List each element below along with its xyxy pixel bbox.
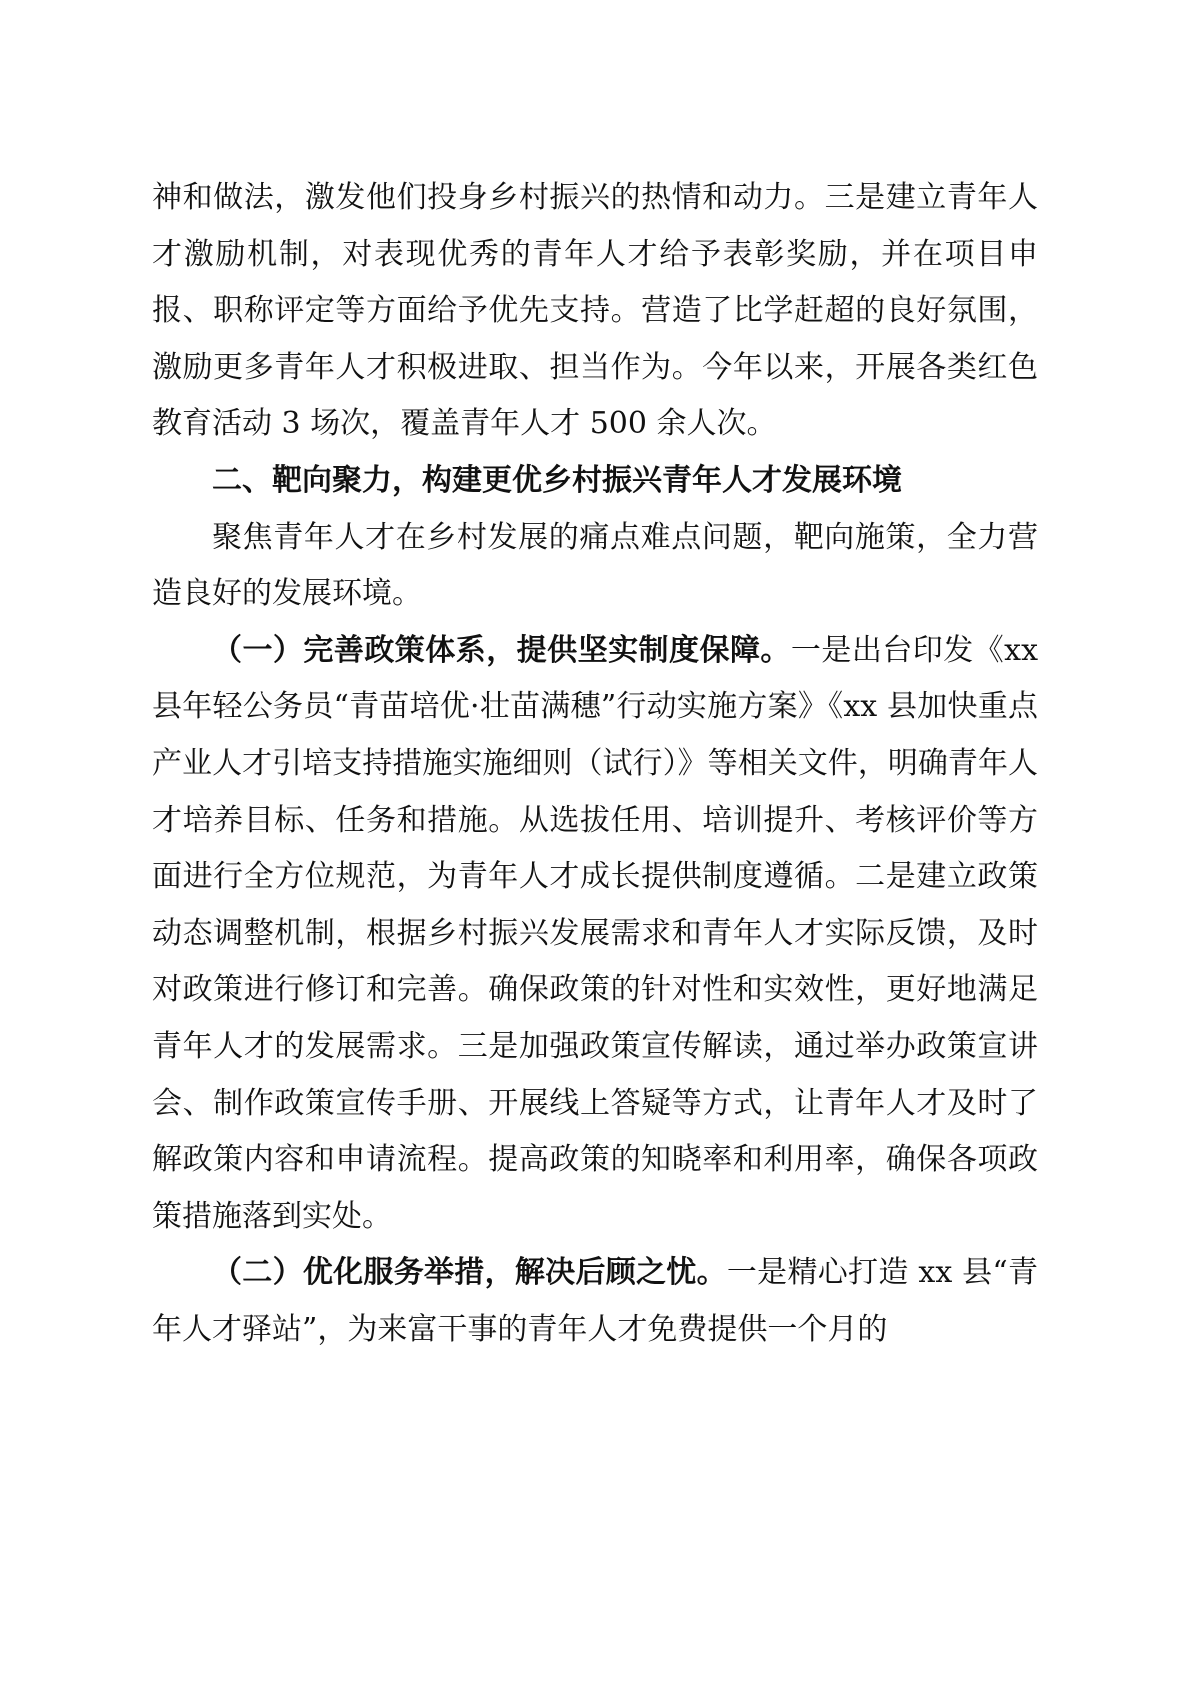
document-page <box>152 170 1038 1358</box>
paragraph-policy-body: 一是出台印发《xx 县年轻公务员“青苗培优·壮苗满穗”行动实施方案》《xx 县加快重点产业人才引培支持措施实施细则（试行）》等相关文件，明确青年人才培养目标、任务和措施。从选拔任用、培训提升、考核评价等方面进行全方位规范，为青年人才成长提供制度遵循。二是建立政策动态调整机制，根据乡村振兴发展需求和青年人才实际反馈，及时对政策进行修订和完善。确保政策的针对性和实效性，更好地满足青年人才的发展需求。三是加强政策宣传解读，通过举办政策宣讲会、制作政策宣传手册、开展线上答疑等方式，让青年人才及时了解政策内容和申请流程。提高政策的知晓率和利用率，确保各项政策措施落到实处。 <box>152 632 1039 1234</box>
subheading-service: （二）优化服务举措，解决后顾之忧。 <box>212 1255 727 1291</box>
paragraph-continuation: 神和做法，激发他们投身乡村振兴的热情和动力。三是建立青年人才激励机制，对表现优秀的青年人才给予表彰奖励，并在项目申报、职称评定等方面给予优先支持。营造了比学赶超的良好氛围，激励更多青年人才积极进取、担当作为。今年以来，开展各类红色教育活动 3 场次，覆盖青年人才 500 余人次。 <box>152 180 1038 442</box>
section-heading: 二、靶向聚力，构建更优乡村振兴青年人才发展环境 <box>212 462 902 498</box>
paragraph-intro: 聚焦青年人才在乡村发展的痛点难点问题，靶向施策，全力营造良好的发展环境。 <box>152 519 1038 612</box>
paragraph-service-body: 一是精心打造 xx 县“青年人才驿站”，为来富干事的青年人才免费提供一个月的 <box>152 1255 1039 1347</box>
subheading-policy: （一）完善政策体系，提供坚实制度保障。 <box>212 632 791 668</box>
paragraph-policy <box>152 623 1038 1246</box>
paragraph-service <box>152 1245 1038 1358</box>
